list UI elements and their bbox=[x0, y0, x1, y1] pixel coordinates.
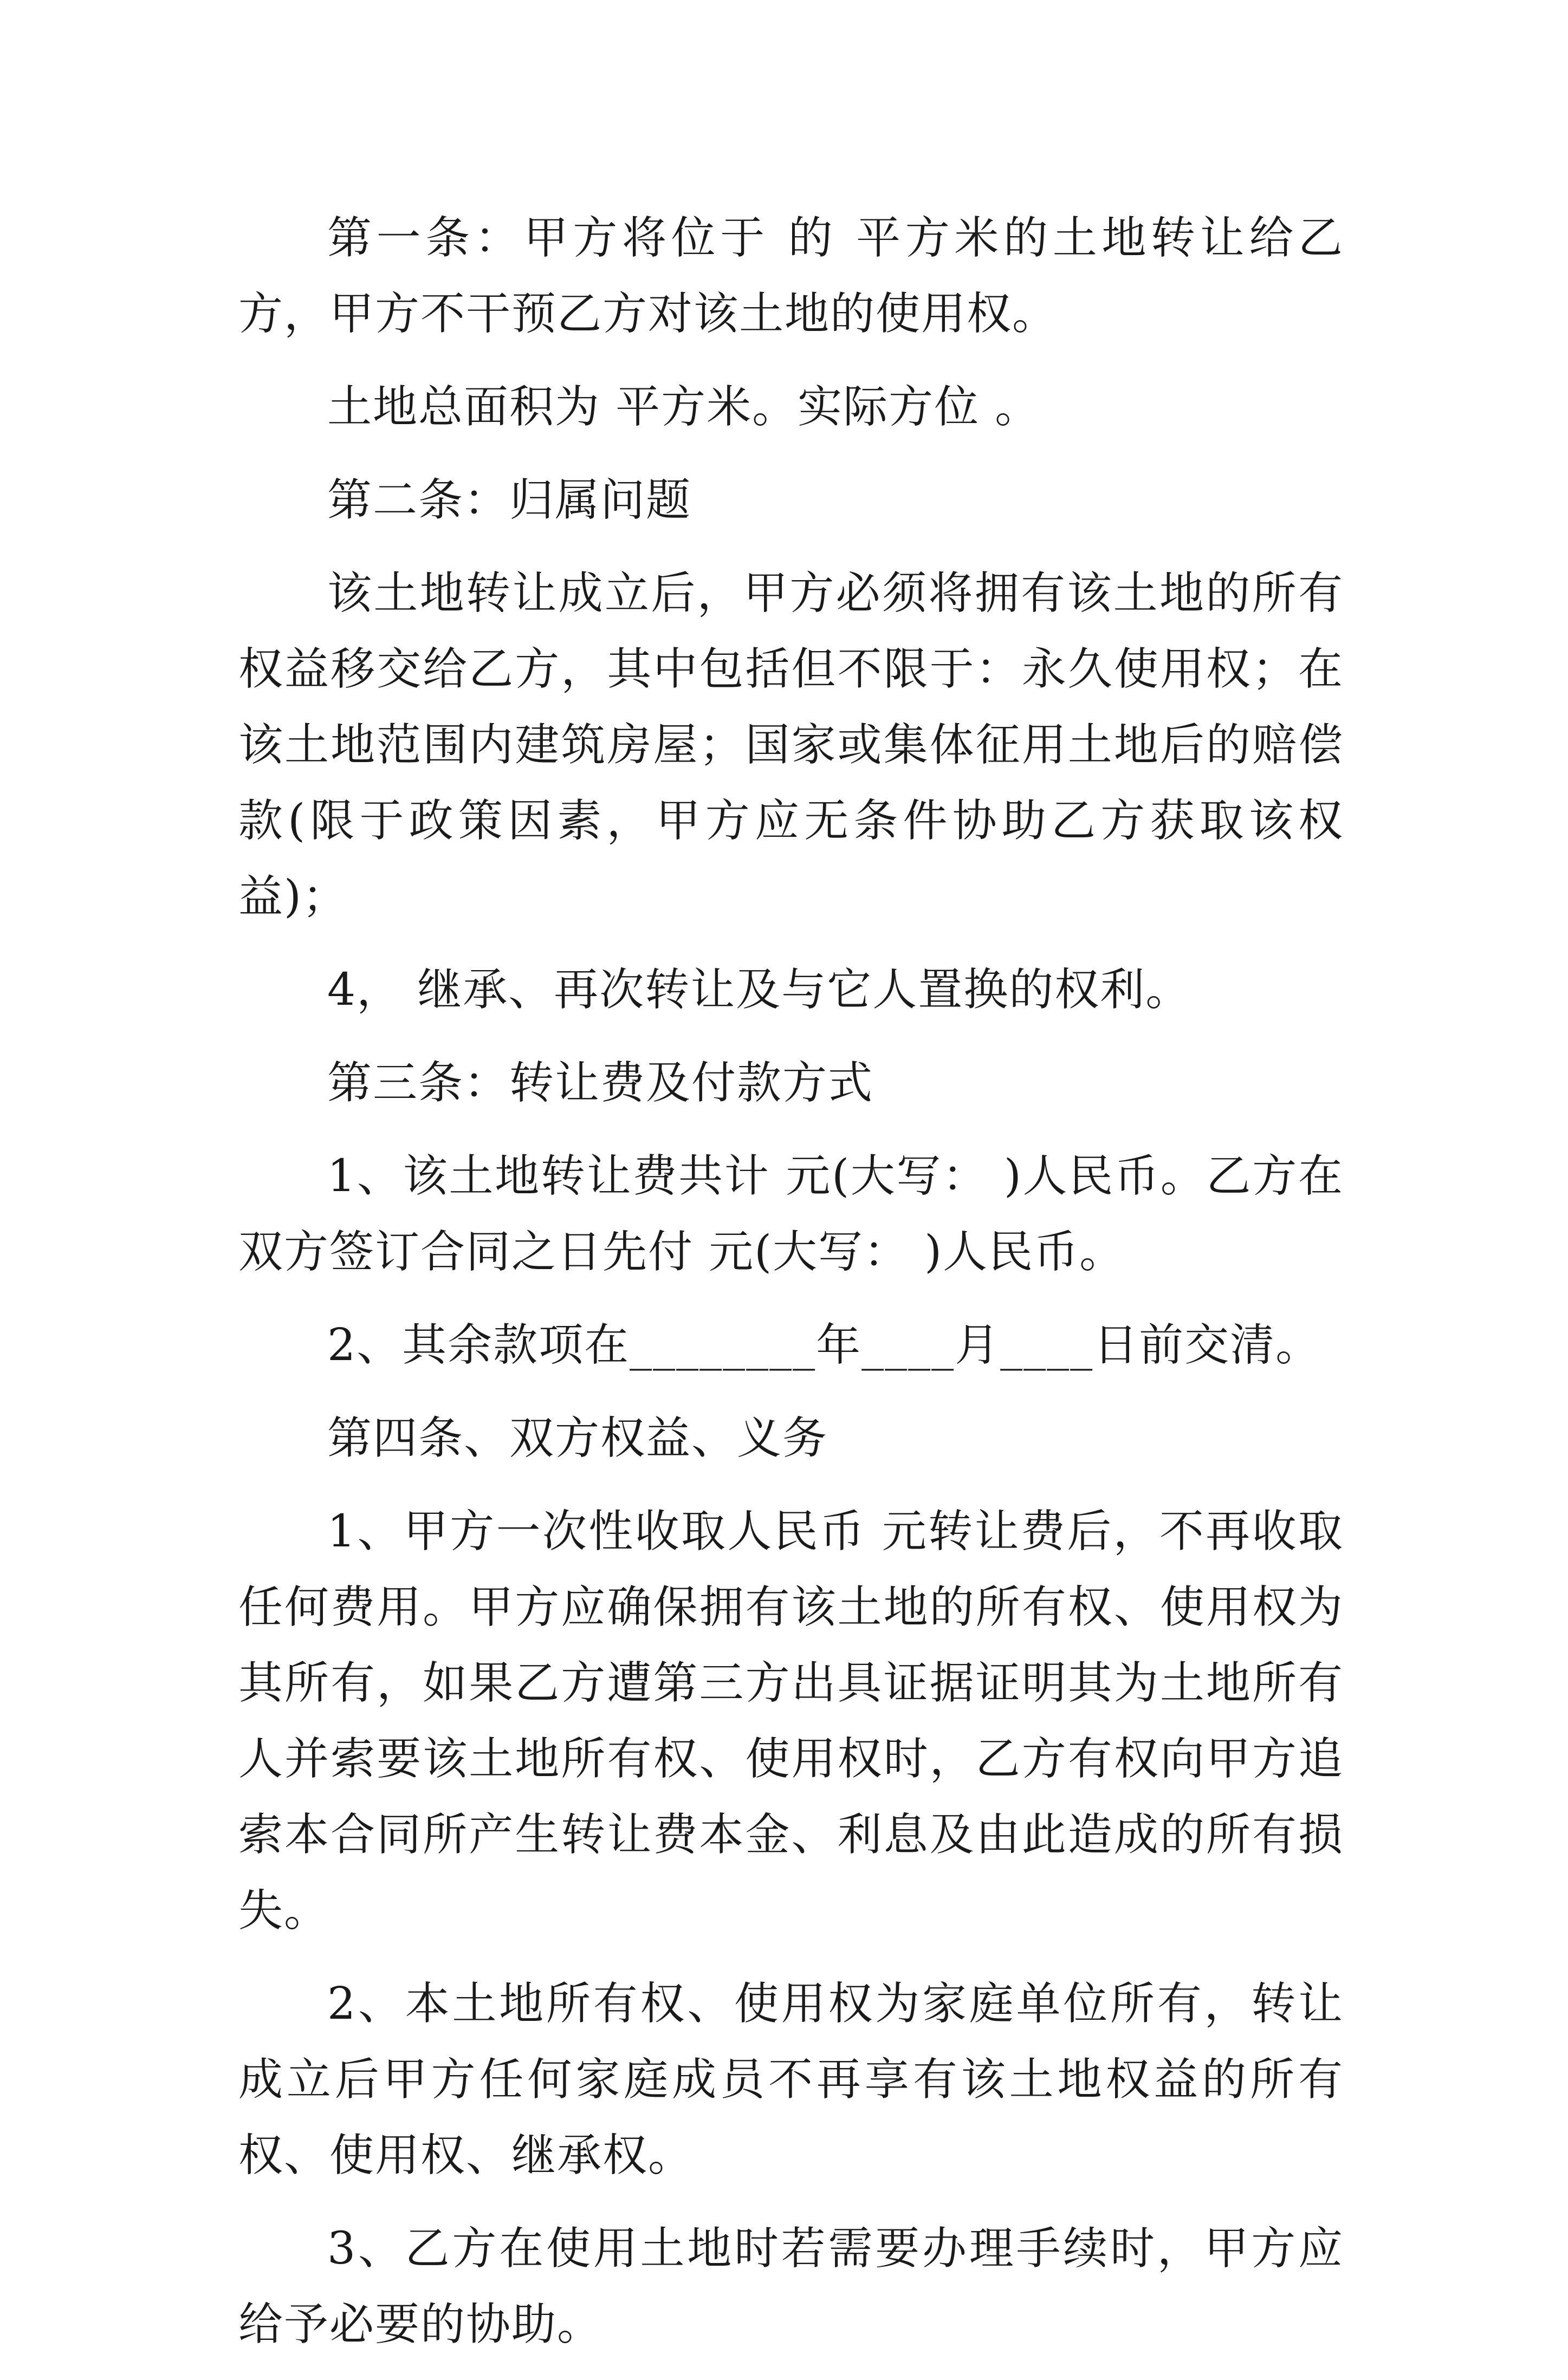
payment-item-2: 2、其余款项在________年____月____日前交清。 bbox=[327, 1319, 1321, 1371]
clause-2-heading: 第二条：归属问题 bbox=[327, 474, 692, 526]
document-page bbox=[238, 200, 1344, 2380]
ownership-paragraph: 该土地转让成立后，甲方必须将拥有该土地的所有权益移交给乙方，其中包括但不限于：永久使用权；在该土地范围内建筑房屋；国家或集体征用土地后的赔偿款(限于政策因素，甲方应无条件协助乙方获取该权益)； bbox=[238, 568, 1344, 922]
payment-item-1: 1、该土地转让费共计 元(大写： )人民币。乙方在双方签订合同之日先付 元(大写： )人民币。 bbox=[238, 1150, 1344, 1278]
clause-3-heading: 第三条：转让费及付款方式 bbox=[327, 1057, 874, 1109]
clause-1-paragraph: 第一条：甲方将位于 的 平方米的土地转让给乙方，甲方不干预乙方对该土地的使用权。 bbox=[238, 212, 1344, 340]
rights-item-1: 1、甲方一次性收取人民币 元转让费后，不再收取任何费用。甲方应确保拥有该土地的所有权、使用权为其所有，如果乙方遭第三方出具证据证明其为土地所有人并索要该土地所有权、使用权时，乙方有权向甲方追索本合同所产生转让费本金、利息及由此造成的所有损失。 bbox=[238, 1506, 1344, 1936]
clause-4-heading: 第四条、双方权益、义务 bbox=[327, 1413, 828, 1464]
inheritance-item: 4， 继承、再次转让及与它人置换的权利。 bbox=[327, 964, 1191, 1016]
rights-item-3: 3、乙方在使用土地时若需要办理手续时，甲方应给予必要的协助。 bbox=[238, 2223, 1344, 2350]
rights-item-2: 2、本土地所有权、使用权为家庭单位所有，转让成立后甲方任何家庭成员不再享有该土地权益的所有权、使用权、继承权。 bbox=[238, 1978, 1344, 2181]
land-area-paragraph: 土地总面积为 平方米。实际方位 。 bbox=[327, 381, 1041, 433]
